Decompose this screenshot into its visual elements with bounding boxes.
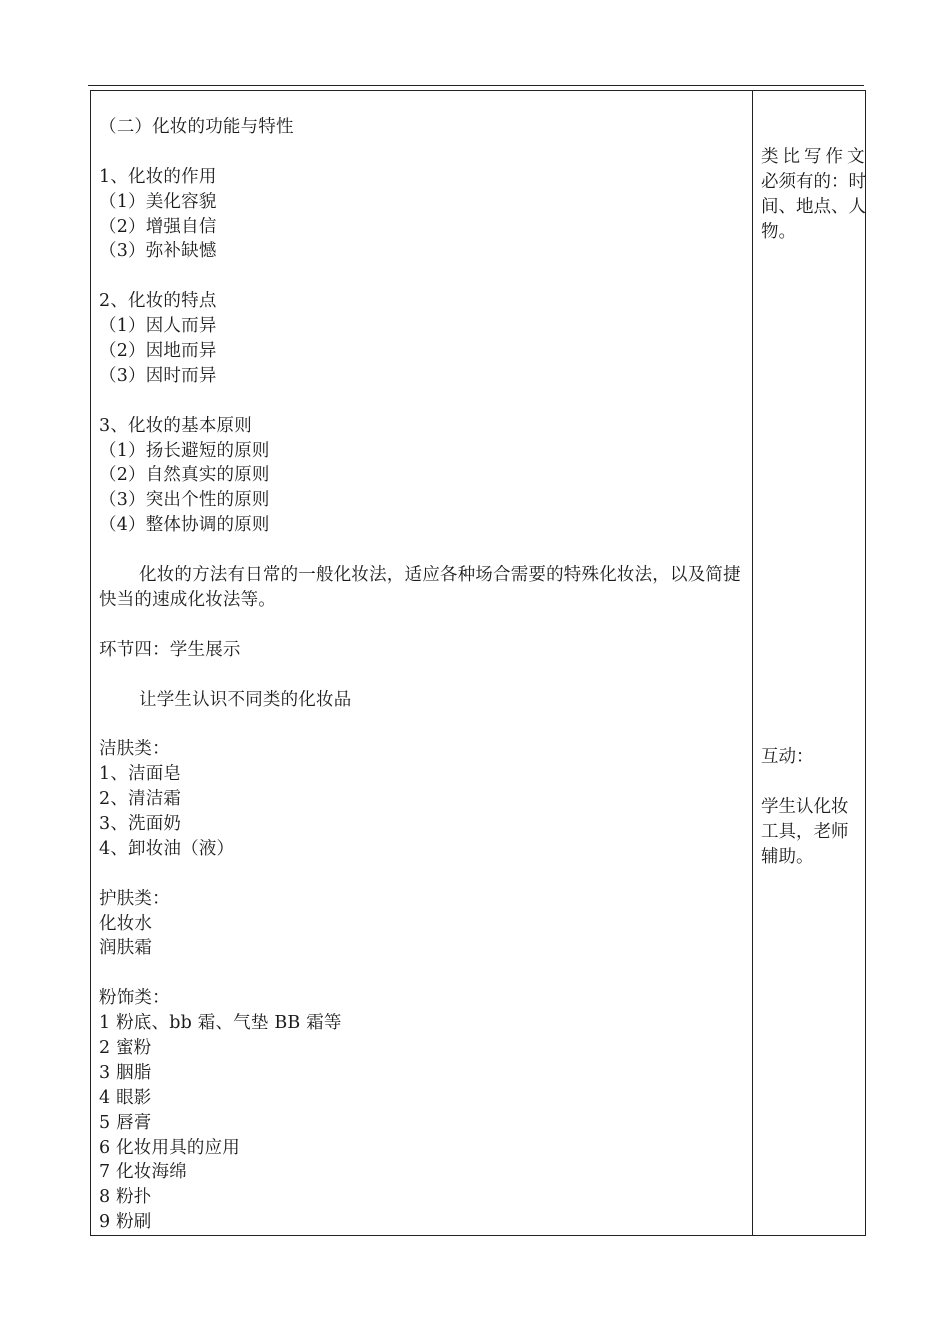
intro-text: 让学生认识不同类的化妆品	[139, 689, 352, 710]
main-content-cell	[99, 115, 747, 1235]
side-note-line: 必须有的：时	[761, 172, 866, 192]
skincare-item: 化妆水	[99, 913, 153, 934]
notes-cell	[761, 145, 869, 870]
side-note-line: 工具，老师	[761, 822, 849, 842]
step-four-heading: 环节四：学生展示	[99, 639, 241, 660]
powder-item: 3 胭脂	[99, 1062, 152, 1083]
principle-item: （4）整体协调的原则	[99, 515, 270, 536]
principle-item: （1）扬长避短的原则	[99, 440, 270, 461]
principle-item: （2）自然真实的原则	[99, 465, 270, 486]
method-paragraph: 化妆的方法有日常的一般化妆法，适应各种场合需要的特殊化妆法，以及简捷快当的速成化妆法等。	[99, 565, 741, 610]
powder-item: 8 粉扑	[99, 1187, 152, 1208]
function-heading: 1、化妆的作用	[99, 166, 217, 187]
skincare-item: 润肤霜	[99, 938, 153, 959]
principle-item: （3）突出个性的原则	[99, 490, 270, 511]
powder-item: 9 粉刷	[99, 1212, 152, 1233]
powder-item: 1 粉底、bb 霜、气垫 BB 霜等	[99, 1013, 342, 1034]
lesson-table	[90, 90, 869, 1236]
side-note-line: 类比写作文	[761, 147, 869, 167]
side-note-line: 学生认化妆	[761, 797, 849, 817]
side-note-interaction: 互动：	[761, 747, 814, 767]
feature-item: （1）因人而异	[99, 316, 217, 337]
cleansing-item: 3、洗面奶	[99, 813, 182, 834]
function-item: （2）增强自信	[99, 216, 217, 237]
feature-item: （2）因地而异	[99, 341, 217, 362]
function-item: （1）美化容貌	[99, 191, 217, 212]
column-divider	[752, 91, 753, 1235]
header-rule	[88, 85, 864, 86]
powder-item: 5 唇膏	[99, 1112, 152, 1133]
function-item: （3）弥补缺憾	[99, 241, 217, 262]
side-note-line: 辅助。	[761, 847, 814, 867]
powder-heading: 粉饰类：	[99, 988, 170, 1009]
side-note-line: 间、地点、人	[761, 197, 866, 217]
powder-item: 6 化妆用具的应用	[99, 1137, 240, 1158]
feature-heading: 2、化妆的特点	[99, 291, 217, 312]
cleansing-item: 2、清洁霜	[99, 789, 182, 810]
powder-item: 7 化妆海绵	[99, 1162, 187, 1183]
principle-heading: 3、化妆的基本原则	[99, 415, 252, 436]
side-note-line: 物。	[761, 222, 796, 242]
cleansing-item: 1、洁面皂	[99, 764, 182, 785]
powder-item: 2 蜜粉	[99, 1037, 152, 1058]
cleansing-item: 4、卸妆油（液）	[99, 838, 235, 859]
skincare-heading: 护肤类：	[99, 888, 170, 909]
section-title: （二）化妆的功能与特性	[99, 117, 294, 137]
cleansing-heading: 洁肤类：	[99, 739, 170, 760]
powder-item: 4 眼影	[99, 1087, 152, 1108]
feature-item: （3）因时而异	[99, 365, 217, 386]
